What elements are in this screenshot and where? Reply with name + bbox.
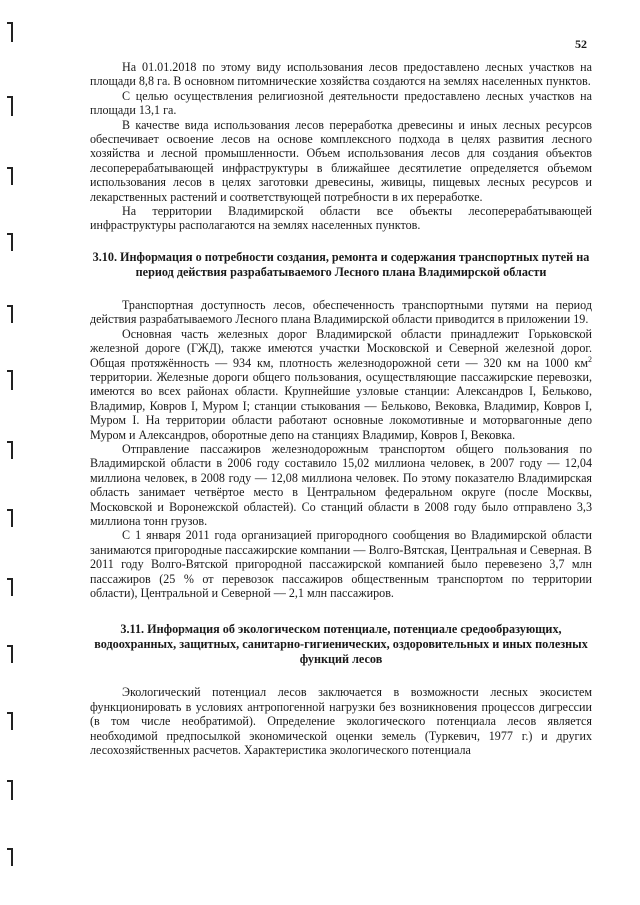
binding-mark [11,167,13,185]
binding-mark [11,441,13,459]
paragraph: С 1 января 2011 года организацией пригородного сообщения во Владимирской области занимаются пригородные пассажирские компании — Волго-Вятская, Центральная и Северная. В 2011 году Волго-Вятской пригородной пассажирской компанией было перевезено 3,7 млн пассажиров (25 % от перевозок пассажиров общественным транспортом по территории области), Центральной и Северной — 2,1 млн пассажиров. [90,528,592,600]
paragraph: На территории Владимирской области все объекты лесоперерабатывающей инфраструктуры располагаются на землях населенных пунктов. [90,204,592,233]
binding-mark [11,22,13,42]
paragraph [90,327,592,442]
binding-mark [11,305,13,323]
section-heading-3-10: 3.10. Информация о потребности создания, ремонта и содержания транспортных путей на период действия разрабатываемого Лесного плана Владимирской области [92,249,590,279]
paragraph: В качестве вида использования лесов переработка древесины и иных лесных ресурсов обеспечивает освоение лесов на основе комплексного подхода в целях развития лесного хозяйства и лесной промышленности. Объем использования лесов для создания объектов лесоперерабатывающей инфраструктуры в ближайшее десятилетие определяется объемом использования лесов в целях заготовки древесины, живицы, пищевых лесных ресурсов и лекарственных растений и соответствующей потребности в их переработке. [90,117,592,204]
paragraph-text: территории. Железные дороги общего пользования, осуществляющие пассажирские перевозки, имеются во всех районах области. Крупнейшие узловые станции: Александров I, Бельково, Владимир, Ковров I, Муром I; станции стыкования — Бельково, Вековка, Владимир, Ковров I, Муром I. На территории области работают основные локомотивные и моторвагонные депо Муром и Александров, оборотные депо на станциях Владимир, Ковров I, Вековка. [90,369,592,442]
section-heading-3-11: 3.11. Информация об экологическом потенциале, потенциале средообразующих, водоохранных, защитных, санитарно-гигиенических, оздоровительных и иных полезных функций лесов [94,622,588,667]
binding-mark [11,96,13,116]
paragraph-text: Основная часть железных дорог Владимирской области принадлежит Горьковской железной дороге (ГЖД), также имеются участки Московской и Северной железной дорог. Общая протяжённость — 934 км, плотность железнодорожной сети — 320 км на 1000 км [90,326,592,370]
document-body [90,60,592,757]
page-number: 52 [575,37,587,51]
binding-mark [11,370,13,390]
paragraph: Отправление пассажиров железнодорожным транспортом общего пользования по Владимирской области в 2006 году составило 15,02 миллиона человек, в 2007 году — 12,04 миллиона человек, в 2008 году — 12,08 миллиона человек. По этому показателю Владимирская область занимает четвёртое место в Центральном федеральном округе (после Москвы, Московской и Воронежской областей). Со станций области в 2008 году было отправлено 3,3 миллиона тонн грузов. [90,441,592,528]
paragraph: Транспортная доступность лесов, обеспеченность транспортными путями на период действия разрабатываемого Лесного плана Владимирской области приводится в приложении 19. [90,297,592,327]
binding-mark [11,509,13,527]
paragraph: С целью осуществления религиозной деятельности предоставлено лесных участков на площади 13,1 га. [90,88,592,118]
superscript: 2 [588,354,592,364]
paragraph: На 01.01.2018 по этому виду использования лесов предоставлено лесных участков на площади 8,8 га. В основном питомнические хозяйства создаются на землях населенных пунктов. [90,60,592,89]
binding-mark [11,848,13,866]
binding-mark [11,712,13,730]
binding-mark [11,578,13,596]
binding-mark [11,645,13,663]
binding-mark [11,233,13,251]
paragraph: Экологический потенциал лесов заключается в возможности лесных экосистем функционировать в условиях антропогенной нагрузки без возникновения процессов дигрессии (в том числе необратимой). Определение экологического потенциала лесов является необходимой предпосылкой экономической оценки земель (Туркевич, 1977 г.) и других лесохозяйственных расчетов. Характеристика экологического потенциала [90,685,592,758]
binding-mark [11,780,13,800]
